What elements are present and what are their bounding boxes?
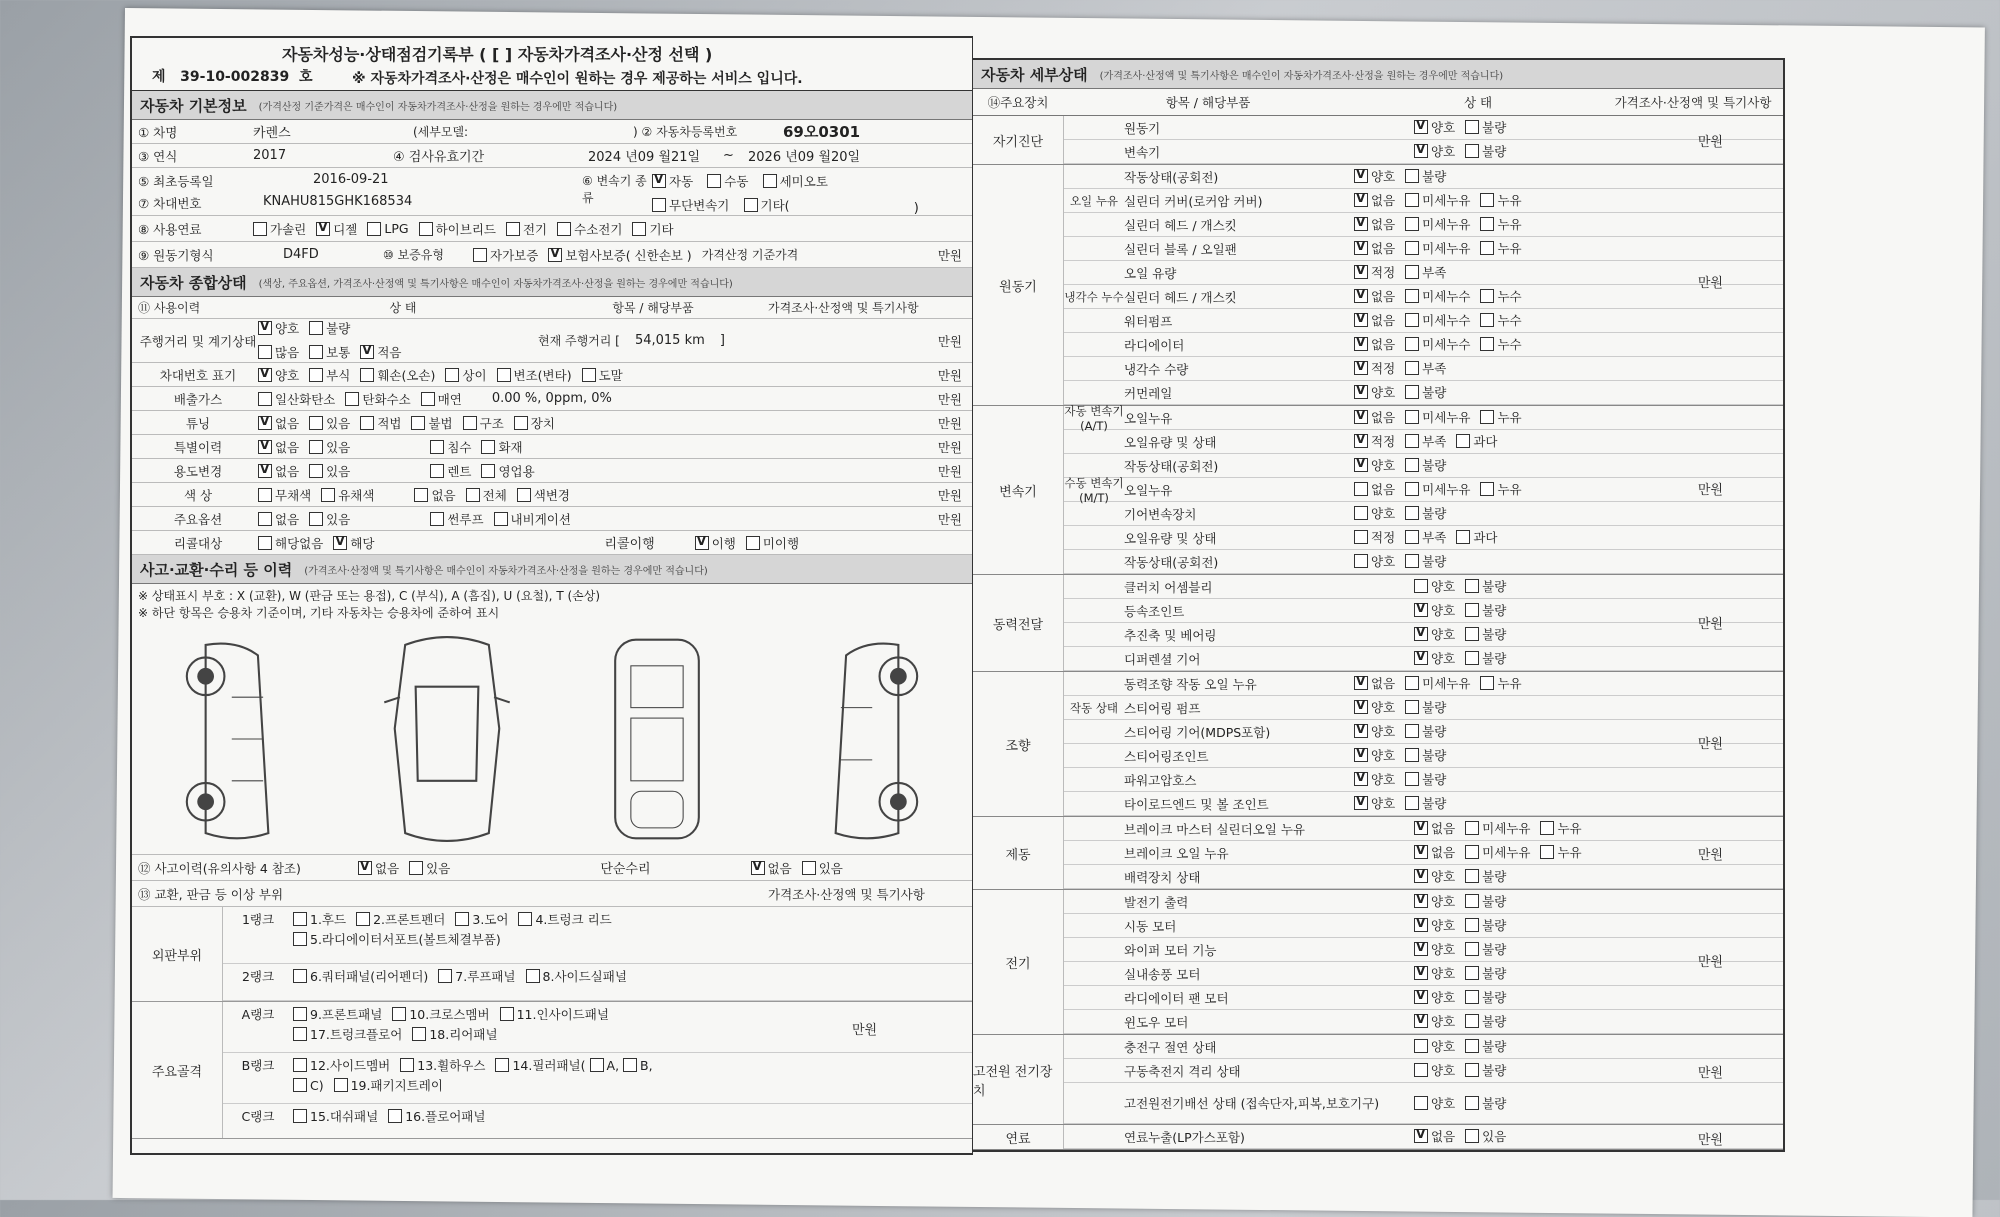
document-title: 자동차성능·상태점검기록부 ( [ ] 자동차가격조사·산정 선택 ) [282,45,713,64]
detail-checkbox[interactable]: 불량 [1405,167,1446,185]
detail-item: 동력조향 작동 오일 누유 [1124,676,1257,692]
accident-section: 사고·교환·수리 등 이력 (가격조사·산정액 및 특기사항은 매수인이 자동차가격조사·산정을 원하는 경우에만 적습니다) [132,555,972,584]
detail-row [1064,744,1783,768]
group-name: 동력전달 [973,575,1064,671]
detail-checkbox[interactable]: 불량 [1405,794,1446,812]
detail-checkbox[interactable]: 미세누유 [1405,191,1470,209]
detail-item: 원동기 [1124,120,1161,136]
detail-checkbox[interactable]: V 양호 [1414,916,1455,934]
detail-checkbox[interactable]: V 없음 [1354,215,1395,233]
model-year: 2017 [253,148,287,163]
row-tuning: 튜닝 V 없음 있음 적법 불법 구조 장치 만원 [132,411,972,435]
fuel-hydrogen-checkbox[interactable]: 수소전기 [557,220,622,238]
detail-row [1064,865,1783,889]
group-name: 전기 [973,890,1064,1034]
group-name: 자기진단 [973,116,1064,164]
trans-manual-checkbox[interactable]: 수동 [707,172,748,190]
detail-row [1064,841,1783,865]
detail-item: 라디에이터 [1124,337,1185,353]
detail-checkbox[interactable]: V 없음 [1414,1127,1455,1145]
detail-row [1064,333,1783,357]
group-fuel [973,1125,1783,1150]
warranty-insurance-checkbox[interactable]: V 보험사보증( 신한손보 ) [548,246,691,264]
detail-checkbox[interactable]: 미세누유 [1465,819,1530,837]
detail-item: 디퍼렌셜 기어 [1124,651,1201,667]
detail-checkbox[interactable]: 불량 [1465,649,1506,667]
detail-checkbox[interactable]: 불량 [1465,892,1506,910]
detail-checkbox[interactable]: 누유 [1540,843,1581,861]
group-hv [973,1035,1783,1125]
detail-checkbox[interactable]: 누유 [1480,480,1521,498]
document-header: 자동차성능·상태점검기록부 ( [ ] 자동차가격조사·산정 선택 ) 제 39-10-002839 호 ※ 자동차가격조사·산정은 매수인이 원하는 경우 제공하는 서비스 입니다. [132,38,972,91]
detail-checkbox[interactable]: V 없음 [1354,191,1395,209]
detail-row [1064,1083,1783,1124]
detail-checkbox[interactable]: 불량 [1465,964,1506,982]
price-cell: 만원 [1697,737,1723,752]
detail-row: 자동 변속기 (A/T) 오일누유 V 없음 미세누유 누유 [1064,406,1783,430]
vin-number: KNAHU815GHK168534 [263,194,413,209]
first-registration-date: 2016-09-21 [313,172,389,187]
row-color: 색 상 무채색 유채색 없음 전체 색변경 만원 [132,483,972,507]
detail-item: 구동축전지 격리 상태 [1124,1063,1241,1079]
detail-checkbox[interactable]: V 양호 [1354,770,1395,788]
detail-row [1064,890,1783,914]
detail-item: 작동상태(공회전) [1124,169,1219,185]
detail-row [1064,357,1783,381]
detail-checkbox[interactable]: 미세누유 [1405,674,1470,692]
detail-item: 충전구 절연 상태 [1124,1039,1217,1055]
detail-section: 자동차 세부상태 (가격조사·산정액 및 특기사항은 매수인이 자동차가격조사·산정을 원하는 경우에만 적습니다) [973,60,1783,89]
detail-checkbox[interactable]: V 양호 [1414,940,1455,958]
detail-checkbox[interactable]: V 없음 [1354,408,1395,426]
detail-checkbox[interactable]: V 양호 [1354,167,1395,185]
row-emission: 배출가스 일산화탄소 탄화수소 매연 0.00 %, 0ppm, 0% 만원 [132,387,972,411]
detail-checkbox[interactable]: 과다 [1456,432,1497,450]
detail-checkbox[interactable]: 양호 [1414,1061,1455,1079]
detail-checkbox[interactable]: 미세누유 [1405,480,1470,498]
detail-checkbox[interactable]: 불량 [1465,940,1506,958]
detail-checkbox[interactable]: 적정 [1354,528,1395,546]
price-cell: 만원 [1697,482,1723,498]
main-frame-group: 주요골격 A랭크 9.프론트패널 10.크로스멤버 11.인사이드패널 17.트렁크플로어 18.리어패널 B랭크 12.사이드멤버 13.휠하우스 14.필러패널( A, B, C) 19.패키지트레이 C랭크 15.대쉬패널 16.플로어패널 [132,1002,972,1139]
detail-row [1064,550,1783,574]
detail-row [1064,381,1783,405]
emission-values: 0.00 %, 0ppm, 0% [491,391,612,406]
detail-checkbox[interactable]: V 양호 [1354,722,1395,740]
row-special: 특별이력 V 없음 있음 침수 화재 만원 [132,435,972,459]
detail-checkbox[interactable]: 누유 [1540,819,1581,837]
detail-checkbox[interactable]: 불량 [1465,118,1506,136]
detail-item: 오일 유량 [1124,265,1177,281]
detail-checkbox[interactable]: 양호 [1354,504,1395,522]
row-year: ③ 연식 2017 ④ 검사유효기간 2024 년09 월21일 ~ 2026 년09 월20일 [132,144,972,168]
registration-number: 69오0301 [783,123,861,141]
detail-item: 실내송풍 모터 [1124,966,1201,982]
detail-item: 추진축 및 베어링 [1124,627,1217,643]
detail-item: 스티어링 기어(MDPS포함) [1124,724,1271,740]
overall-status-section: 자동차 종합상태 (색상, 주요옵션, 가격조사·산정액 및 특기사항은 매수인이 자동차가격조사·산정을 원하는 경우에만 적습니다) [132,268,972,297]
detail-checkbox[interactable]: 불량 [1465,988,1506,1006]
detail-row [1064,672,1783,696]
detail-checkbox[interactable]: V 적정 [1354,263,1395,281]
group-engine [973,165,1783,406]
detail-item: 기어변속장치 [1124,506,1197,522]
row-exchange-header: ⑬ 교환, 판금 등 이상 부위 가격조사·산정액 및 특기사항 [132,881,972,907]
detail-checkbox[interactable]: 미세누수 [1405,311,1470,329]
group-steer [973,672,1783,817]
detail-checkbox[interactable]: V 없음 [1354,239,1395,257]
group-name: 고전원 전기장치 [973,1035,1064,1124]
detail-item: 작동상태(공회전) [1124,554,1219,570]
detail-item: 오일유량 및 상태 [1124,530,1217,546]
detail-checkbox[interactable]: 불량 [1405,456,1446,474]
detail-checkbox[interactable]: V 양호 [1354,746,1395,764]
detail-row [1064,720,1783,744]
detail-checkbox[interactable]: V 없음 [1354,287,1395,305]
detail-row [1064,938,1783,962]
detail-header: ⑭주요장치 항목 / 해당부품 상 태 가격조사·산정액 및 특기사항 [973,89,1783,116]
car-right-side-diagram [762,624,972,854]
group-self_diag [973,116,1783,165]
row-recall: 리콜대상 해당없음 V 해당 리콜이행 V 이행 미이행 [132,531,972,555]
detail-checkbox[interactable]: 누유 [1480,408,1521,426]
detail-item: 시동 모터 [1124,918,1177,934]
price-cell: 만원 [1697,1065,1723,1081]
detail-row: 수동 변속기 (M/T) 오일누유 없음 미세누유 누유 [1064,478,1783,502]
detail-checkbox[interactable]: 불량 [1465,1012,1506,1030]
detail-checkbox[interactable]: 양호 [1414,1037,1455,1055]
group-name: 원동기 [973,165,1064,405]
detail-item: 윈도우 모터 [1124,1014,1189,1030]
detail-checkbox[interactable]: V 양호 [1414,964,1455,982]
detail-checkbox[interactable]: 미세누유 [1465,843,1530,861]
detail-body [973,116,1783,1150]
detail-row [1064,1125,1783,1149]
detail-row [1064,165,1783,189]
detail-row [1064,526,1783,550]
row-car-name: ① 차명 카렌스 (세부모델: ) ② 자동차등록번호 69오0301 [132,120,972,144]
price-cell: 만원 [1697,847,1723,863]
detail-checkbox[interactable]: V 양호 [1414,867,1455,885]
price-cell: 만원 [1697,617,1723,632]
detail-checkbox[interactable]: 불량 [1465,1094,1506,1112]
engine-type: D4FD [283,247,319,262]
detail-checkbox[interactable]: V 없음 [1354,674,1395,692]
inspection-valid-from: 2024 년09 월21일 [588,150,701,165]
detail-row [1064,140,1783,164]
detail-checkbox[interactable]: 불량 [1405,722,1446,740]
inspection-valid-to: 2026 년09 월20일 [748,150,861,165]
fuel-hybrid-checkbox[interactable]: 하이브리드 [419,220,496,238]
group-elec [973,890,1783,1035]
detail-checkbox[interactable]: 불량 [1405,552,1446,570]
trans-other-checkbox[interactable]: 기타( [744,196,790,214]
detail-checkbox[interactable]: 누유 [1480,239,1521,257]
inspection-document [130,28,1790,1158]
detail-row [1064,454,1783,478]
outer-panel-group: 외판부위 1랭크 1.후드 2.프론트펜더 3.도어 4.트렁크 리드 5.라디에이터서포트(볼트체결부품) 2랭크 6.쿼터패널(리어펜더) 7.루프패널 8.사이드실패널 [132,907,972,1002]
detail-checkbox[interactable]: 부족 [1405,528,1446,546]
record-no: 39-10-002839 [180,69,290,85]
detail-item: 파워고압호스 [1124,772,1197,788]
detail-checkbox[interactable]: 불량 [1465,142,1506,160]
detail-item: 실린더 헤드 / 개스킷 [1124,217,1237,233]
detail-row [1064,1059,1783,1083]
detail-row [1064,962,1783,986]
detail-item: 실린더 커버(로커암 커버) [1124,193,1263,209]
price-cell: 만원 [1697,276,1723,291]
car-name: 카렌스 [253,126,291,141]
detail-item: 브레이크 오일 누유 [1124,845,1229,861]
detail-checkbox[interactable]: V 양호 [1414,649,1455,667]
fuel-other-checkbox[interactable]: 기타 [632,220,673,238]
detail-item: 스티어링조인트 [1124,748,1209,764]
detail-row [1064,116,1783,140]
fuel-lpg-checkbox[interactable]: LPG [367,221,408,236]
detail-row [1064,623,1783,647]
detail-checkbox[interactable]: 누수 [1480,287,1521,305]
group-name: 제동 [973,817,1064,889]
detail-checkbox[interactable]: 없음 [1354,480,1395,498]
row-fuel: ⑧ 사용연료 가솔린 V 디젤 LPG 하이브리드 전기 수소전기 기타 [132,216,972,242]
detail-checkbox[interactable]: 불량 [1405,698,1446,716]
detail-row [1064,213,1783,237]
overall-header: ⑪ 사용이력 상 태 항목 / 해당부품 가격조사·산정액 및 특기사항 [132,297,972,319]
legend-basis: ※ 하단 항목은 승용차 기준이며, 기타 자동차는 승용차에 준하여 표시 [138,606,500,620]
detail-checkbox[interactable]: V 양호 [1414,118,1455,136]
row-accident: ⑫ 사고이력(유의사항 4 참조) V 없음 있음 단순수리 V 없음 있음 [132,855,972,881]
detail-checkbox[interactable]: 불량 [1465,1037,1506,1055]
trans-semi-checkbox[interactable]: 세미오토 [763,172,828,190]
detail-row [1064,647,1783,671]
detail-item: 배력장치 상태 [1124,869,1201,885]
row-vin-mark: 차대번호 표기 V 양호 부식 훼손(오손) 상이 변조(변타) 도말 만원 [132,363,972,387]
detail-checkbox[interactable]: V 적정 [1354,432,1395,450]
detail-checkbox[interactable]: 불량 [1405,746,1446,764]
group-trans [973,403,1783,575]
record-no-label: 제 [152,69,166,85]
group-name: 조향 [973,672,1064,816]
detail-item: 작동상태(공회전) [1124,458,1219,474]
car-frame-diagram [552,624,762,854]
detail-checkbox[interactable]: 불량 [1465,1061,1506,1079]
detail-row [1064,1010,1783,1034]
detail-checkbox[interactable]: 불량 [1405,770,1446,788]
detail-checkbox[interactable]: 불량 [1405,383,1446,401]
detail-checkbox[interactable]: 양호 [1414,577,1455,595]
detail-checkbox[interactable]: V 적정 [1354,359,1395,377]
detail-row [1064,261,1783,285]
car-diagrams [132,624,972,855]
detail-item: 변속기 [1124,144,1161,160]
detail-item: 등속조인트 [1124,603,1185,619]
detail-item: 실린더 블록 / 오일팬 [1124,241,1237,257]
group-brake [973,817,1783,890]
detail-item: 고전원전기배선 상태 (접속단자,피복,보호기구) [1124,1096,1380,1111]
detail-checkbox[interactable]: V 없음 [1354,335,1395,353]
detail-item: 스티어링 펌프 [1124,700,1201,716]
detail-item: 타이로드엔드 및 볼 조인트 [1124,796,1269,812]
detail-checkbox[interactable]: 불량 [1465,867,1506,885]
detail-checkbox[interactable]: 양호 [1354,552,1395,570]
detail-checkbox[interactable]: 누수 [1480,311,1521,329]
detail-checkbox[interactable]: V 양호 [1414,988,1455,1006]
detail-checkbox[interactable]: V 양호 [1414,625,1455,643]
detail-checkbox[interactable]: V 양호 [1414,1012,1455,1030]
detail-checkbox[interactable]: 부족 [1405,432,1446,450]
detail-checkbox[interactable]: V 양호 [1414,601,1455,619]
detail-checkbox[interactable]: V 없음 [1354,311,1395,329]
detail-row: 오일 누유 실린더 커버(로커암 커버) V 없음 미세누유 누유 [1064,189,1783,213]
row-mileage: 주행거리 및 계기상태 V 양호 불량 많음 보통 V 적음 현재 주행거리 [ 54,015 km ] 만원 [132,319,972,363]
detail-checkbox[interactable]: 불량 [1465,916,1506,934]
detail-row [1064,792,1783,816]
detail-item: 와이퍼 모터 기능 [1124,942,1217,958]
detail-checkbox[interactable]: 과다 [1456,528,1497,546]
detail-checkbox[interactable]: V 양호 [1354,383,1395,401]
detail-checkbox[interactable]: 부족 [1405,263,1446,281]
trans-cvt-checkbox[interactable]: 무단변속기 [652,196,729,214]
detail-row [1064,768,1783,792]
group-power [973,575,1783,672]
fuel-gasoline-checkbox[interactable]: 가솔린 [253,220,306,238]
row-purpose: 용도변경 V 없음 있음 렌트 영업용 만원 [132,459,972,483]
detail-row: 작동 상태 스티어링 펌프 V 양호 불량 [1064,696,1783,720]
basic-info-section: 자동차 기본정보 (가격산정 기준가격은 매수인이 자동차가격조사·산정을 원하는 경우에만 적습니다) [132,91,972,120]
detail-checkbox[interactable]: 불량 [1465,601,1506,619]
detail-row [1064,575,1783,599]
car-top-diagram [342,624,552,854]
detail-item: 브레이크 마스터 실린더오일 누유 [1124,821,1305,837]
detail-checkbox[interactable]: 누유 [1480,674,1521,692]
detail-item: 오일누유 [1124,410,1173,426]
detail-checkbox[interactable]: 미세누수 [1405,335,1470,353]
right-panel [972,58,1785,1152]
warranty-self-checkbox[interactable]: 자가보증 [473,246,538,264]
detail-item: 클러치 어셈블리 [1124,579,1213,595]
detail-row [1064,1035,1783,1059]
detail-row [1064,914,1783,938]
detail-checkbox[interactable]: 불량 [1465,577,1506,595]
detail-checkbox[interactable]: 부족 [1405,359,1446,377]
detail-item: 실린더 헤드 / 개스킷 [1124,289,1237,305]
detail-checkbox[interactable]: 불량 [1465,625,1506,643]
detail-checkbox[interactable]: 미세누유 [1405,215,1470,233]
left-panel: 자동차성능·상태점검기록부 ( [ ] 자동차가격조사·산정 선택 ) 제 39-10-002839 호 ※ 자동차가격조사·산정은 매수인이 원하는 경우 제공하는 서비스 입니다. 자동차 기본정보 (가격산정 기준가격은 매수인이 자동차가격조사·산정을 원하는 경우에만 적습니다) ① 차명 카렌스 (세부모델: ) ② 자동차등록번호 69오0301 ③ 연식 2017 ④ 검사유효기간 2024 년09 월21일 ~ 2026 년09 월20일 ⑤ 최초등록일 2016-09-21 ⑦ 차대번호 KNAHU815GHK168534 ⑥ 변속기 종류 V 자동 수동 세미오토 무단변속기 기타( ) ⑧ 사용연료 가솔린 V 디젤 LPG 하이브리드 전기 수소전기 기타 ⑨ 원동기형식 D4FD ⑩ 보증유형 자가보증 V 보험사보증( 신한손보 ) 가격산정 기준가격 만원 자동차 종합상태 (색상, 주요옵션, 가격조사·산정액 및 특기사항은 매수인이 자동차가격조사·산정을 원하는 경우에만 적습니다) ⑪ 사용이력 상 태 항목 / 해당부품 가격조사·산정액 및 특기사항 주행거리 및 계기상태 V 양호 불량 많음 보통 V 적음 현재 주행거리 [ 54,015 km ] 만원 차대번호 표기 V 양호 부식 훼손(오손) 상이 변조(변타) 도말 만원 배출가스 일산화탄소 탄화수소 매연 0.00 %, 0ppm, 0% 만원 튜닝 V 없음 있음 적법 불법 구조 장치 만원 특별이력 V 없음 있음 침수 화재 만원 용도변경 V 없음 있음 렌트 영업용 만원 색 상 무채색 유채색 없음 전체 색변경 만원 주요옵션 없음 있음 썬루프 내비게이션 만원 리콜대상 해당없음 V 해당 리콜이행 V 이행 미이행 사고·교환·수리 등 이력 (가격조사·산정액 및 특기사항은 매수인이 자동차가격조사·산정을 원하는 경우에만 적습니다) ※ 상태표시 부호 : X (교환), W (판금 또는 용접), C (부식), A (흠집), U (요철), T (손상) ※ 하단 항목은 승용차 기준이며, 기타 자동차는 승용차에 준하여 표시 ⑫ 사고이력(유의사항 4 참조) V 없음 있음 단순수리 V 없음 있음 ⑬ 교환, 판금 등 이상 부위 가격조사·산정액 및 특기사항 외판부위 1랭크 1.후드 2.프론트펜더 3.도어 4.트렁크 리드 5.라디에이터서포트(볼트체결부품) 2랭크 6.쿼터패널(리어펜더) 7.루프패널 8.사이드실패널 주요골격 A랭크 9.프론트패널 10.크로스멤버 11.인사이드패널 17.트렁크플로어 18.리어패널 B랭크 12.사이드멤버 13.휠하우스 14.필러패널( A, B, C) 19.패키지트레이 C랭크 15.대쉬패널 16.플로어패널 만원 [130,36,973,1155]
detail-checkbox[interactable]: 있음 [1465,1127,1506,1145]
detail-item: 오일누유 [1124,482,1173,498]
detail-item: 오일유량 및 상태 [1124,434,1217,450]
detail-checkbox[interactable]: 불량 [1405,504,1446,522]
detail-row: 냉각수 누수 실린더 헤드 / 개스킷 V 없음 미세누수 누수 [1064,285,1783,309]
detail-checkbox[interactable]: 누유 [1480,191,1521,209]
detail-checkbox[interactable]: V 양호 [1354,794,1395,812]
price-cell: 만원 [1697,955,1723,970]
price-cell: 만원 [1697,135,1723,150]
detail-checkbox[interactable]: 양호 [1414,1094,1455,1112]
detail-row [1064,502,1783,526]
detail-item: 워터펌프 [1124,313,1173,329]
detail-checkbox[interactable]: 누유 [1480,215,1521,233]
detail-row [1064,237,1783,261]
detail-item: 연료누출(LP가스포함) [1124,1129,1245,1145]
detail-item: 발전기 출력 [1124,894,1189,910]
detail-row [1064,817,1783,841]
detail-checkbox[interactable]: V 없음 [1414,843,1455,861]
fuel-diesel-checkbox[interactable]: V 디젤 [316,220,357,238]
fuel-electric-checkbox[interactable]: 전기 [506,220,547,238]
detail-row [1064,430,1783,454]
row-engine: ⑨ 원동기형식 D4FD ⑩ 보증유형 자가보증 V 보험사보증( 신한손보 ) 가격산정 기준가격 만원 [132,242,972,268]
service-notice: ※ 자동차가격조사·산정은 매수인이 원하는 경우 제공하는 서비스 입니다. [352,71,803,87]
detail-item: 커먼레일 [1124,385,1173,401]
trans-auto-checkbox[interactable]: V 자동 [652,172,693,190]
detail-checkbox[interactable]: 미세누유 [1405,239,1470,257]
detail-checkbox[interactable]: 누수 [1480,335,1521,353]
detail-checkbox[interactable]: V 양호 [1354,456,1395,474]
detail-row [1064,309,1783,333]
detail-checkbox[interactable]: V 양호 [1414,892,1455,910]
price-cell: 만원 [1697,1132,1723,1148]
detail-item: 라디에이터 팬 모터 [1124,990,1229,1006]
group-name: 변속기 [973,406,1064,574]
current-mileage: 54,015 km [634,333,705,348]
detail-row [1064,986,1783,1010]
row-first-reg: ⑤ 최초등록일 2016-09-21 ⑦ 차대번호 KNAHU815GHK168534 ⑥ 변속기 종류 V 자동 수동 세미오토 무단변속기 기타( ) [132,168,972,216]
detail-item: 냉각수 수량 [1124,361,1189,377]
detail-row [1064,599,1783,623]
legend-status-codes: ※ 상태표시 부호 : X (교환), W (판금 또는 용접), C (부식), A (흠집), U (요철), T (손상) [138,589,601,603]
row-options: 주요옵션 없음 있음 썬루프 내비게이션 만원 [132,507,972,531]
car-left-side-diagram [132,624,342,854]
group-name: 연료 [973,1125,1064,1149]
detail-checkbox[interactable]: V 양호 [1354,698,1395,716]
detail-checkbox[interactable]: V 없음 [1414,819,1455,837]
detail-checkbox[interactable]: 미세누수 [1405,287,1470,305]
detail-checkbox[interactable]: 미세누유 [1405,408,1470,426]
detail-checkbox[interactable]: V 양호 [1414,142,1455,160]
